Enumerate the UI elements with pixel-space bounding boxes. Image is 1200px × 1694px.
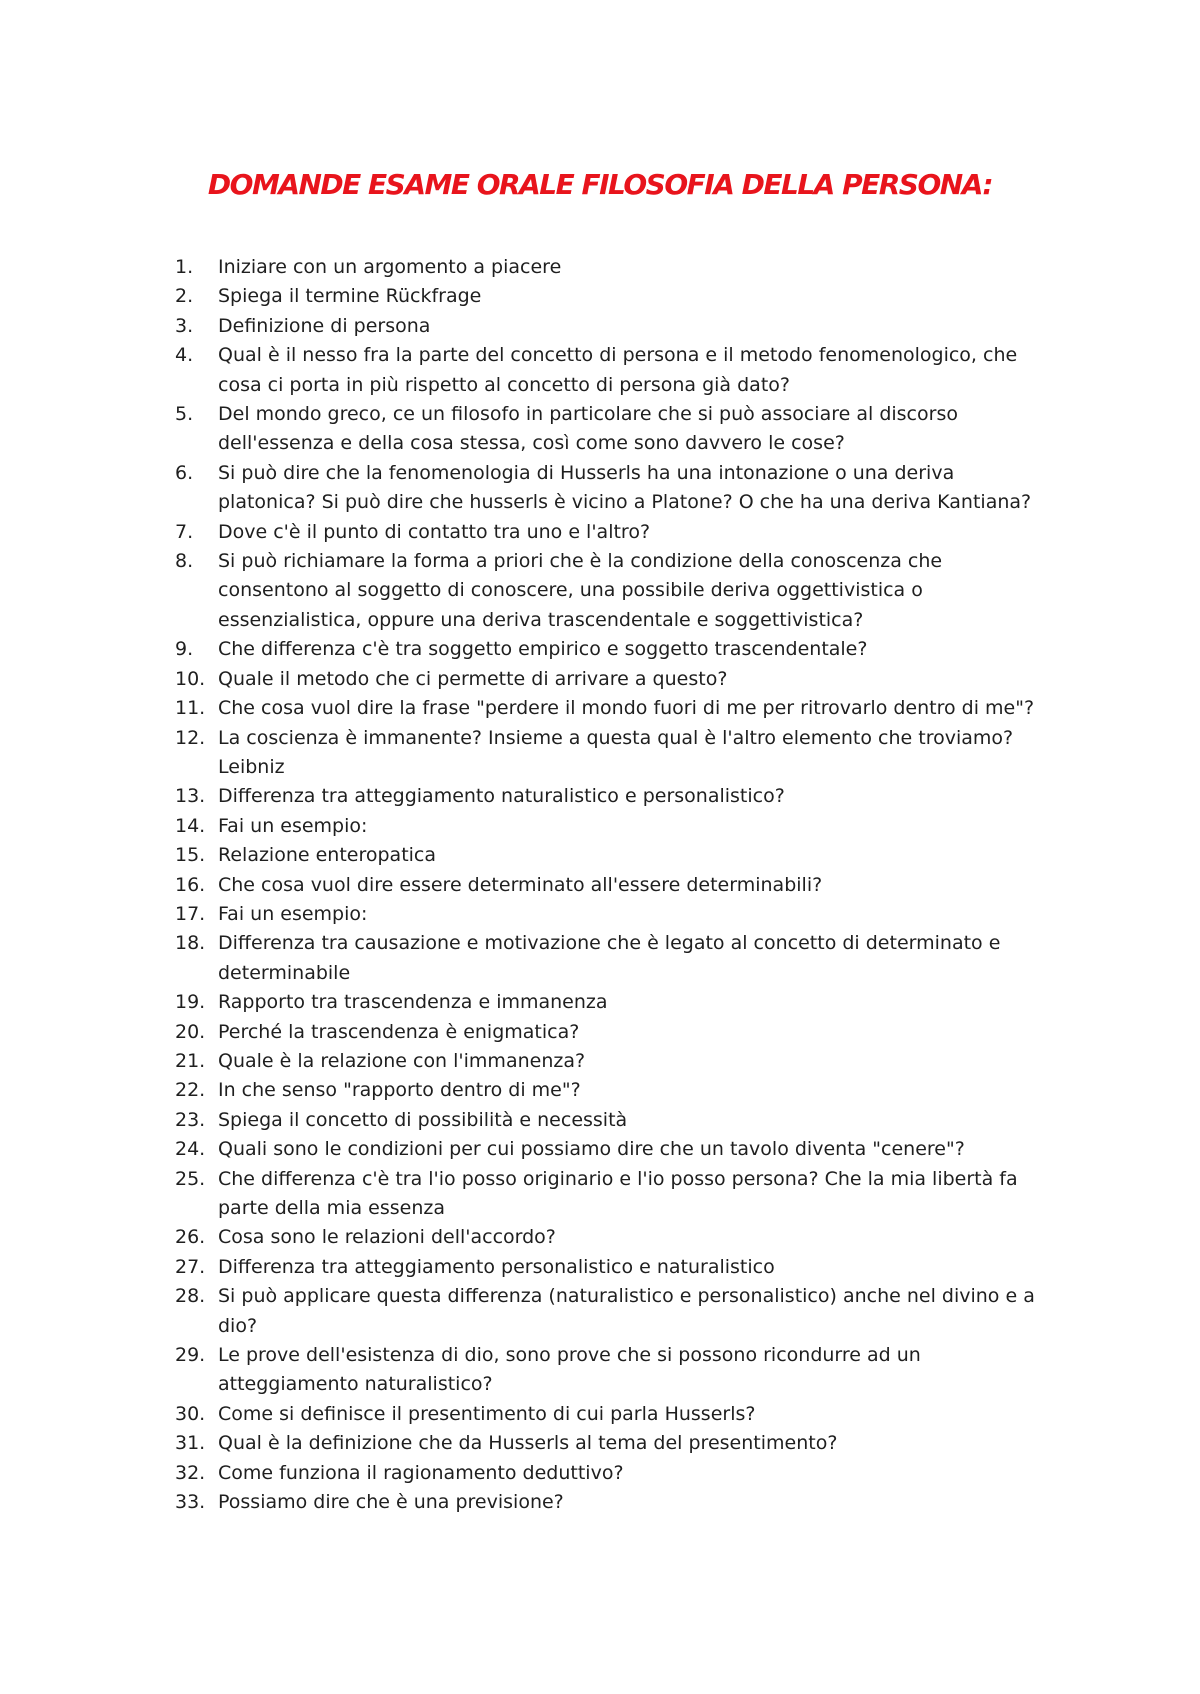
question-number: 3. (175, 314, 194, 337)
question-text: Differenza tra atteggiamento personalistico e naturalistico (218, 1255, 775, 1278)
question-text: Qual è la definizione che da Husserls al tema del presentimento? (218, 1432, 838, 1455)
question-item (175, 1459, 1055, 1488)
question-number: 12. (175, 726, 206, 749)
question-item (175, 1223, 1055, 1252)
question-number: 15. (175, 844, 206, 867)
question-number: 32. (175, 1461, 206, 1484)
question-text: Che differenza c'è tra l'io posso originario e l'io posso persona? Che la mia libertà fa parte della mia essenza (218, 1167, 1018, 1219)
question-number: 26. (175, 1226, 206, 1249)
question-item (175, 694, 1055, 723)
question-item (175, 841, 1055, 870)
question-number: 1. (175, 256, 194, 278)
question-text: Dove c'è il punto di contatto tra uno e l'altro? (218, 520, 651, 543)
question-number: 11. (175, 697, 206, 720)
question-item (175, 988, 1055, 1017)
question-text: Rapporto tra trascendenza e immanenza (218, 991, 608, 1014)
question-number: 18. (175, 932, 206, 955)
question-text: Come funziona il ragionamento deduttivo? (218, 1461, 624, 1484)
question-item (175, 900, 1055, 929)
question-text: Cosa sono le relazioni dell'accordo? (218, 1226, 556, 1249)
question-item (175, 547, 1055, 635)
question-number: 7. (175, 520, 194, 543)
question-item (175, 1400, 1055, 1429)
question-item (175, 282, 1055, 311)
question-item (175, 1106, 1055, 1135)
question-item (175, 253, 1055, 282)
question-item (175, 812, 1055, 841)
question-number: 29. (175, 1344, 206, 1367)
question-number: 4. (175, 344, 194, 367)
question-text: Si può dire che la fenomenologia di Husserls ha una intonazione o una deriva platonica? Si può dire che husserls è vicino a Platone? O che ha una deriva Kantiana? (218, 461, 1032, 514)
question-number: 21. (175, 1049, 206, 1072)
question-text: In che senso "rapporto dentro di me"? (218, 1079, 581, 1102)
question-number: 28. (175, 1285, 206, 1308)
question-item (175, 871, 1055, 900)
question-item (175, 1018, 1055, 1047)
question-number: 14. (175, 814, 206, 837)
question-number: 20. (175, 1020, 206, 1043)
question-text: Come si definisce il presentimento di cui parla Husserls? (218, 1402, 756, 1425)
question-number: 13. (175, 785, 206, 808)
question-text: Perché la trascendenza è enigmatica? (218, 1020, 580, 1043)
question-number: 9. (175, 638, 194, 661)
question-text: Quale il metodo che ci permette di arrivare a questo? (218, 667, 728, 690)
question-item (175, 1253, 1055, 1282)
question-item (175, 1282, 1055, 1341)
page-title: DOMANDE ESAME ORALE FILOSOFIA DELLA PERSONA: (207, 168, 993, 201)
question-number: 33. (175, 1491, 206, 1514)
question-item (175, 665, 1055, 694)
question-item (175, 400, 1055, 459)
question-item (175, 1076, 1055, 1105)
question-text: Qual è il nesso fra la parte del concetto di persona e il metodo fenomenologico, che cosa ci porta in più rispetto al concetto di persona già dato? (218, 344, 1018, 396)
question-number: 25. (175, 1167, 206, 1190)
question-item (175, 1135, 1055, 1164)
question-item (175, 1047, 1055, 1076)
question-number: 22. (175, 1079, 206, 1102)
question-text: Si può richiamare la forma a priori che è la condizione della conoscenza che consentono al soggetto di conoscere, una possibile deriva oggettivistica o essenzialistica, oppure una deriva trascendentale e soggettivistica? (218, 550, 943, 631)
question-number: 24. (175, 1138, 206, 1161)
question-text: Possiamo dire che è una previsione? (218, 1491, 564, 1514)
question-number: 30. (175, 1402, 206, 1425)
question-text: La coscienza è immanente? Insieme a questa qual è l'altro elemento che troviamo? Leibniz (218, 726, 1014, 778)
question-text: Che cosa vuol dire essere determinato all'essere determinabili? (218, 873, 823, 896)
question-number: 16. (175, 873, 206, 896)
question-text: Del mondo greco, ce un filosofo in particolare che si può associare al discorso dell'essenza e della cosa stessa, così come sono davvero le cose? (218, 403, 958, 455)
question-number: 8. (175, 550, 194, 573)
question-number: 17. (175, 902, 206, 925)
question-text: Differenza tra atteggiamento naturalistico e personalistico? (218, 785, 785, 808)
question-text: Quale è la relazione con l'immanenza? (218, 1049, 586, 1072)
question-number: 27. (175, 1255, 206, 1278)
question-item (175, 929, 1055, 988)
question-text: Fai un esempio: (218, 902, 368, 925)
question-number: 19. (175, 991, 206, 1014)
question-number: 31. (175, 1432, 206, 1455)
question-item (175, 635, 1055, 664)
question-text: Spiega il concetto di possibilità e necessità (218, 1108, 628, 1131)
question-list (175, 253, 1055, 1517)
question-item (175, 312, 1055, 341)
question-item (175, 782, 1055, 811)
question-number: 23. (175, 1108, 206, 1131)
question-item (175, 1165, 1055, 1224)
question-number: 6. (175, 461, 194, 484)
question-text: Differenza tra causazione e motivazione che è legato al concetto di determinato e determinabile (218, 932, 1001, 984)
question-item (175, 724, 1055, 783)
question-item (175, 459, 1055, 518)
question-number: 5. (175, 403, 194, 426)
question-number: 10. (175, 667, 206, 690)
question-text: Spiega il termine Rückfrage (218, 285, 482, 308)
question-number: 2. (175, 285, 194, 308)
question-text: Quali sono le condizioni per cui possiamo dire che un tavolo diventa "cenere"? (218, 1138, 965, 1161)
question-item (175, 1488, 1055, 1517)
question-item (175, 518, 1055, 547)
question-text: Che differenza c'è tra soggetto empirico e soggetto trascendentale? (218, 638, 868, 661)
question-item (175, 341, 1055, 400)
question-text: Si può applicare questa differenza (naturalistico e personalistico) anche nel divino e a dio? (218, 1285, 1035, 1337)
question-text: Le prove dell'esistenza di dio, sono prove che si possono ricondurre ad un atteggiamento naturalistico? (218, 1344, 921, 1396)
question-text: Che cosa vuol dire la frase "perdere il mondo fuori di me per ritrovarlo dentro di me"? (218, 697, 1035, 720)
question-item (175, 1341, 1055, 1400)
question-item (175, 1429, 1055, 1458)
question-text: Relazione enteropatica (218, 844, 437, 867)
question-text: Definizione di persona (218, 314, 431, 337)
question-text: Fai un esempio: (218, 814, 368, 837)
question-text: Iniziare con un argomento a piacere (218, 256, 562, 278)
